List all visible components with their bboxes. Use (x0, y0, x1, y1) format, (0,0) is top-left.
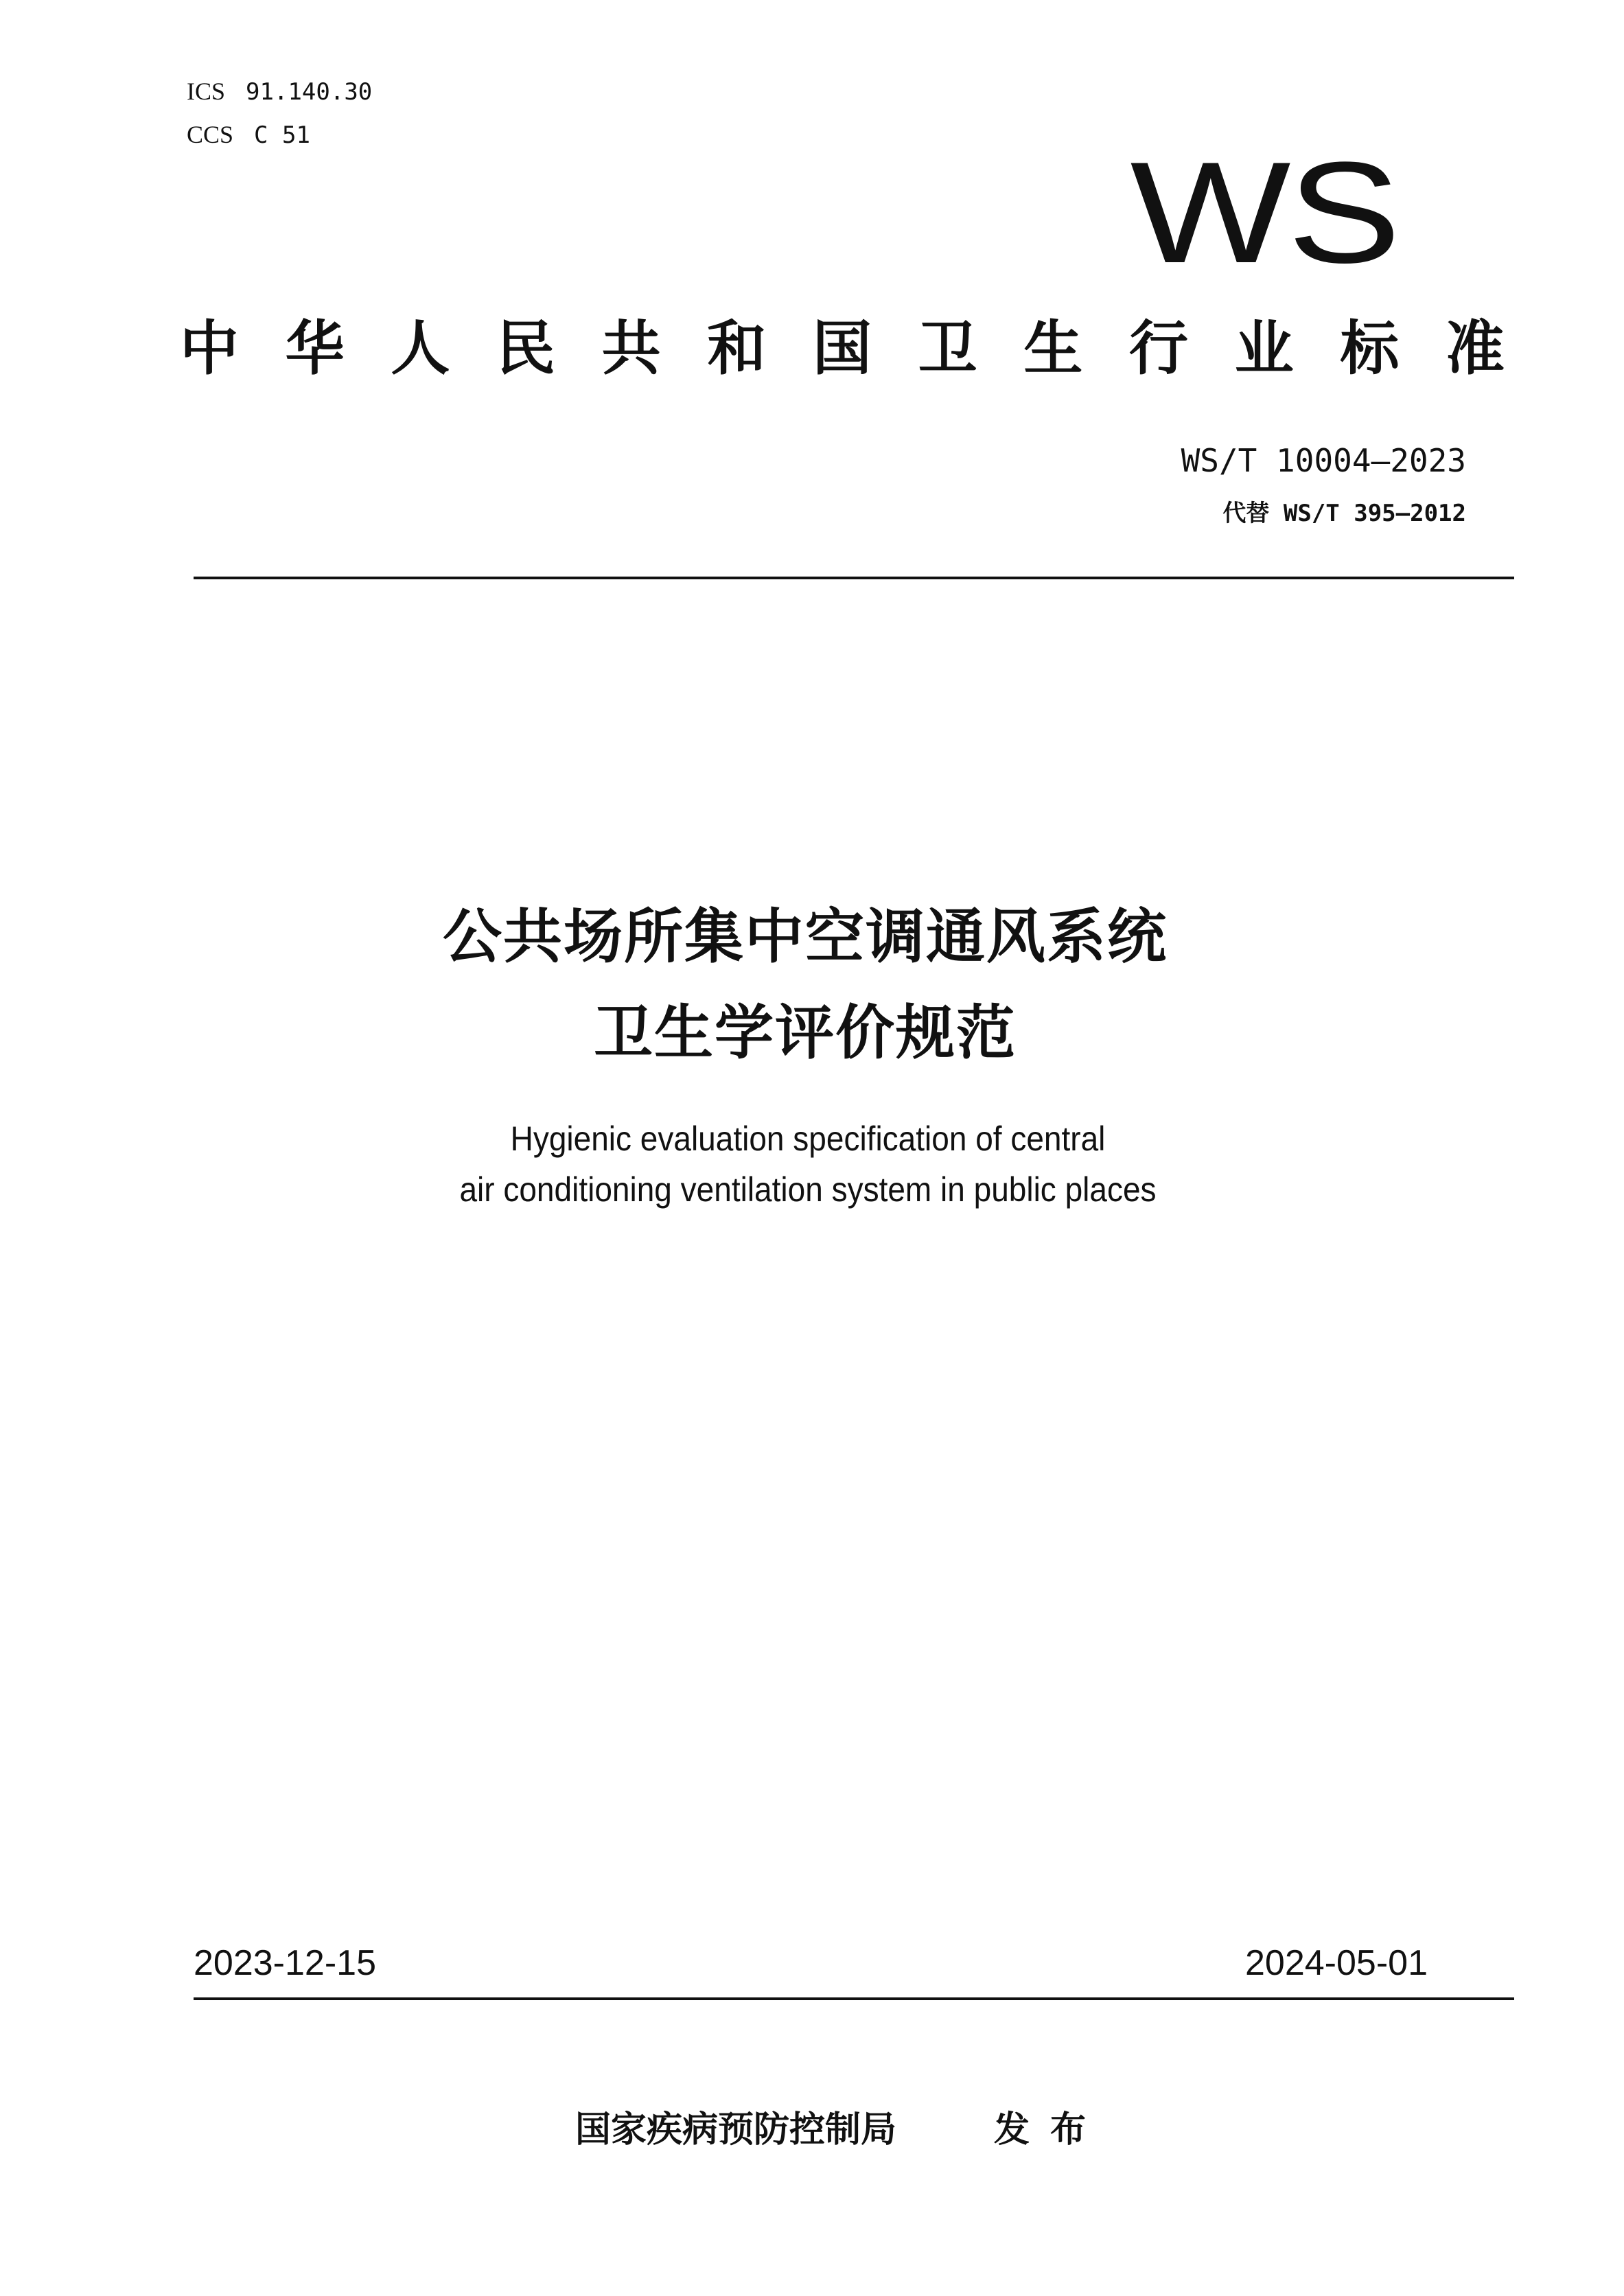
standard-number: WS/T 10004—2023 (1181, 442, 1466, 479)
chinese-title-line-2: 卫生学评价规范 (594, 999, 1017, 1067)
ics-code (187, 77, 372, 106)
publish-date: 2023-12-15 (194, 1943, 376, 1983)
replaces-standard: 代替 WS/T 395—2012 (1222, 500, 1466, 527)
ccs-label: CCS (187, 121, 234, 148)
ics-value: 91.140.30 (246, 78, 373, 106)
ics-label: ICS (187, 78, 226, 105)
english-title-line-1: Hygienic evaluation specification of central (510, 1120, 1106, 1158)
issuing-authority: 国家疾病预防控制局 (575, 2109, 897, 2150)
ccs-value: C 51 (254, 121, 310, 149)
chinese-title-line-1: 公共场所集中空调通风系统 (443, 903, 1168, 971)
header-divider (194, 577, 1514, 579)
ws-logo: WS (1130, 132, 1397, 293)
english-title-line-2: air conditioning ventilation system in public places (459, 1170, 1157, 1209)
footer-divider (194, 1997, 1514, 2000)
effective-date: 2024-05-01 (1245, 1943, 1428, 1983)
standard-category-title: 中华人民共和国卫生行业标准 (180, 314, 1505, 383)
ccs-code (187, 120, 310, 149)
issue-label: 发布 (994, 2109, 1107, 2150)
